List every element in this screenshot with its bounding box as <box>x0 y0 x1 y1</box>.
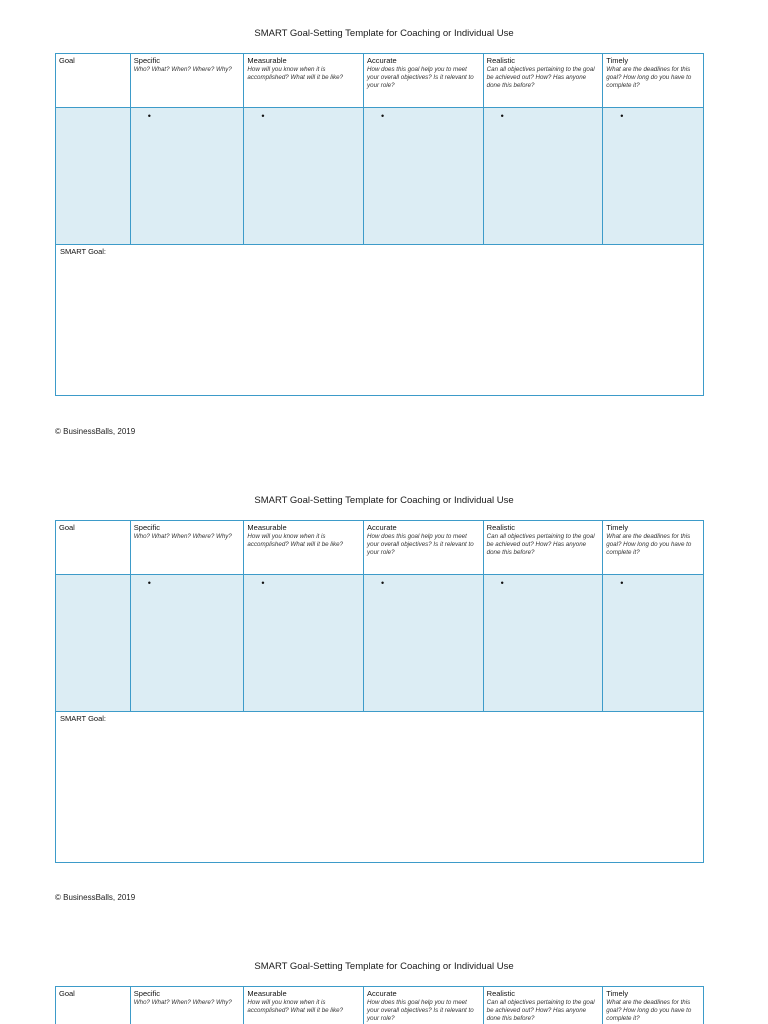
bullet-point: • <box>620 578 624 588</box>
column-description: Who? What? When? Where? Why? <box>133 999 232 1006</box>
timely-input-cell[interactable] <box>603 108 703 244</box>
bullet-point: • <box>261 578 265 588</box>
column-label: Goal <box>59 989 75 998</box>
column-label: Accurate <box>367 989 397 998</box>
header-row <box>56 521 703 575</box>
column-label: Timely <box>606 56 629 65</box>
copyright-notice: © BusinessBalls, 2019 <box>55 893 136 902</box>
header-realistic <box>484 54 604 107</box>
header-accurate <box>364 987 484 1024</box>
smart-goal-label: SMART Goal: <box>60 714 106 723</box>
measurable-input-cell[interactable] <box>244 108 364 244</box>
specific-input-cell[interactable] <box>131 575 245 711</box>
goal-input-cell[interactable] <box>56 108 131 244</box>
timely-input-cell[interactable] <box>603 575 703 711</box>
copyright-notice: © BusinessBalls, 2019 <box>55 427 136 436</box>
header-measurable <box>244 521 364 574</box>
column-label: Specific <box>133 56 161 65</box>
template-title: SMART Goal-Setting Template for Coaching or Individual Use <box>254 495 514 506</box>
bullet-point: • <box>500 111 504 121</box>
template-title: SMART Goal-Setting Template for Coaching or Individual Use <box>254 961 514 972</box>
column-label: Realistic <box>486 989 516 998</box>
input-row <box>56 108 703 245</box>
column-label: Specific <box>133 989 161 998</box>
header-measurable <box>244 54 364 107</box>
bullet-point: • <box>381 578 385 588</box>
column-description: How does this goal help you to meet your overall objectives? Is it relevant to your role? <box>367 533 474 556</box>
smart-grid <box>55 53 704 396</box>
accurate-input-cell[interactable] <box>364 108 484 244</box>
bullet-point: • <box>500 578 504 588</box>
goal-input-cell[interactable] <box>56 575 131 711</box>
header-measurable <box>244 987 364 1024</box>
column-label: Timely <box>606 523 629 532</box>
column-description: Who? What? When? Where? Why? <box>133 66 232 73</box>
realistic-input-cell[interactable] <box>484 108 604 244</box>
header-timely <box>603 521 703 574</box>
column-description: Who? What? When? Where? Why? <box>133 533 232 540</box>
column-label: Measurable <box>247 523 287 532</box>
smart-grid <box>55 520 704 863</box>
column-label: Accurate <box>367 56 397 65</box>
column-description: Can all objectives pertaining to the goal be achieved out? How? Has anyone done this before? <box>486 999 595 1022</box>
column-label: Timely <box>606 989 629 998</box>
header-accurate <box>364 54 484 107</box>
column-label: Goal <box>59 523 75 532</box>
smart-grid <box>55 986 704 1024</box>
header-row <box>56 54 703 108</box>
column-label: Realistic <box>486 523 516 532</box>
column-description: What are the deadlines for this goal? How long do you have to complete it? <box>606 533 692 556</box>
column-description: How does this goal help you to meet your overall objectives? Is it relevant to your role? <box>367 66 474 89</box>
bullet-point: • <box>381 111 385 121</box>
header-specific <box>131 54 245 107</box>
header-accurate <box>364 521 484 574</box>
bullet-point: • <box>261 111 265 121</box>
smart-goal-label: SMART Goal: <box>60 247 106 256</box>
header-specific <box>131 521 245 574</box>
column-label: Accurate <box>367 523 397 532</box>
column-label: Measurable <box>247 989 287 998</box>
column-description: What are the deadlines for this goal? How long do you have to complete it? <box>606 66 692 89</box>
specific-input-cell[interactable] <box>131 108 245 244</box>
column-description: How will you know when it is accomplished? What will it be like? <box>247 999 344 1014</box>
bullet-point: • <box>147 111 151 121</box>
column-description: Can all objectives pertaining to the goal be achieved out? How? Has anyone done this before? <box>486 533 595 556</box>
header-realistic <box>484 987 604 1024</box>
header-goal <box>56 987 131 1024</box>
header-realistic <box>484 521 604 574</box>
column-label: Measurable <box>247 56 287 65</box>
measurable-input-cell[interactable] <box>244 575 364 711</box>
column-description: How will you know when it is accomplished? What will it be like? <box>247 533 344 548</box>
realistic-input-cell[interactable] <box>484 575 604 711</box>
column-description: Can all objectives pertaining to the goal be achieved out? How? Has anyone done this before? <box>486 66 595 89</box>
header-goal <box>56 521 131 574</box>
column-description: How does this goal help you to meet your overall objectives? Is it relevant to your role? <box>367 999 474 1022</box>
smart-goal-area[interactable] <box>56 245 703 395</box>
column-description: What are the deadlines for this goal? How long do you have to complete it? <box>606 999 692 1022</box>
template-title: SMART Goal-Setting Template for Coaching or Individual Use <box>254 28 514 39</box>
header-goal <box>56 54 131 107</box>
input-row <box>56 575 703 712</box>
header-row <box>56 987 703 1024</box>
column-label: Realistic <box>486 56 516 65</box>
column-label: Specific <box>133 523 161 532</box>
header-timely <box>603 54 703 107</box>
column-label: Goal <box>59 56 75 65</box>
column-description: How will you know when it is accomplished? What will it be like? <box>247 66 344 81</box>
bullet-point: • <box>620 111 624 121</box>
header-specific <box>131 987 245 1024</box>
accurate-input-cell[interactable] <box>364 575 484 711</box>
smart-goal-area[interactable] <box>56 712 703 862</box>
bullet-point: • <box>147 578 151 588</box>
header-timely <box>603 987 703 1024</box>
